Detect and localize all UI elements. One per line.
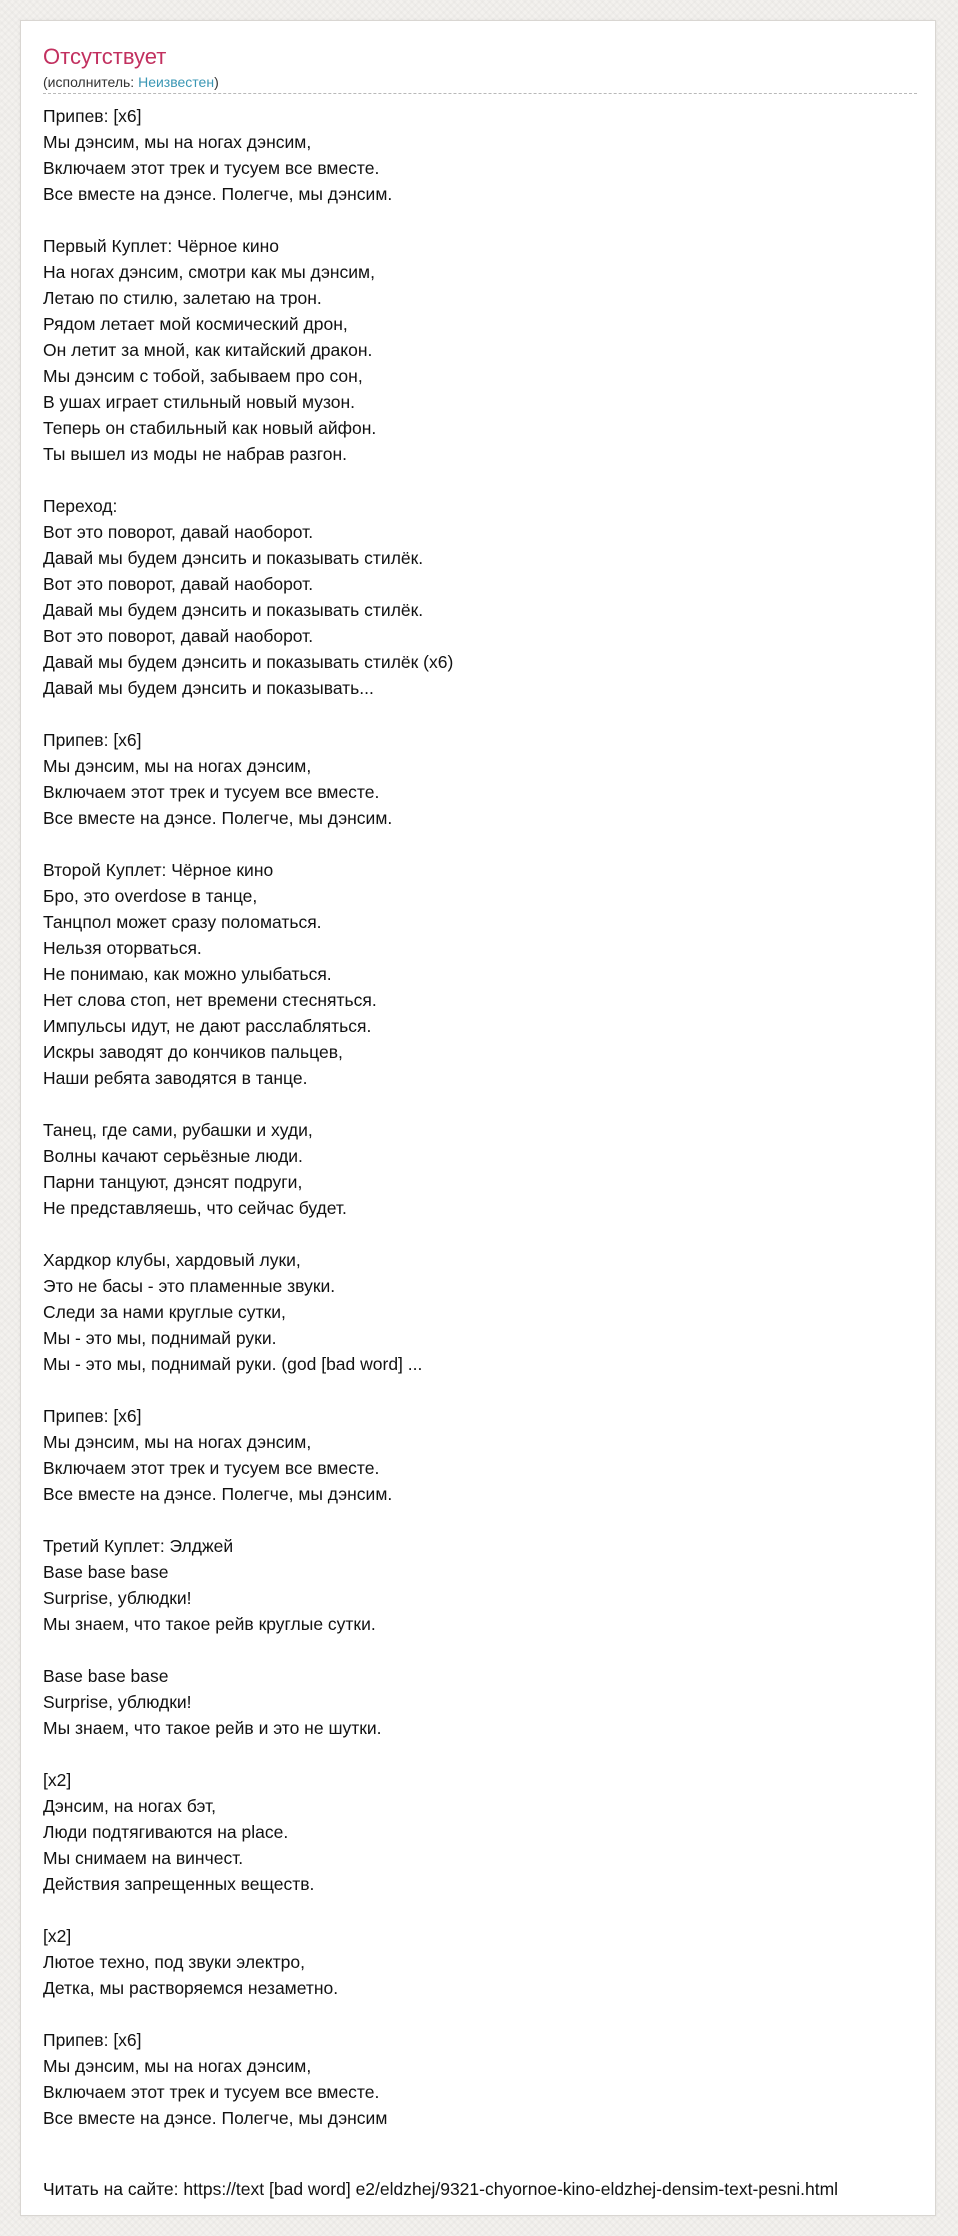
lyric-line: Base base base [43, 1666, 169, 1686]
artist-suffix: ) [214, 74, 219, 90]
lyric-line: Все вместе на дэнсе. Полегче, мы дэнсим [43, 2108, 388, 2128]
lyrics-card [20, 20, 936, 2216]
lyric-line [43, 207, 923, 233]
lyric-line: Импульсы идут, не дают расслабляться. [43, 1016, 372, 1036]
lyric-line: Припев: [x6] [43, 106, 142, 126]
lyric-line: [x2] [43, 1770, 72, 1790]
song-title: Отсутствует [43, 44, 167, 69]
lyric-line [43, 1377, 923, 1403]
lyric-line: Бро, это overdose в танце, [43, 886, 258, 906]
lyric-line: Мы знаем, что такое рейв круглые сутки. [43, 1614, 376, 1634]
lyric-line [43, 831, 923, 857]
lyric-line: Нельзя оторваться. [43, 938, 202, 958]
lyric-line: Давай мы будем дэнсить и показывать стилёк. [43, 600, 424, 620]
lyric-line: Люди подтягиваются на place. [43, 1822, 289, 1842]
artist-line [43, 73, 219, 91]
lyric-line: [x2] [43, 1926, 72, 1946]
lyric-line: Мы дэнсим, мы на ногах дэнсим, [43, 132, 312, 152]
lyric-line: Мы дэнсим, мы на ногах дэнсим, [43, 756, 312, 776]
lyric-line: Мы дэнсим, мы на ногах дэнсим, [43, 2056, 312, 2076]
lyric-line [43, 1507, 923, 1533]
lyric-line: Мы знаем, что такое рейв и это не шутки. [43, 1718, 382, 1738]
lyric-line: Все вместе на дэнсе. Полегче, мы дэнсим. [43, 1484, 393, 1504]
lyric-line: Первый Куплет: Чёрное кино [43, 236, 280, 256]
lyric-line [43, 467, 923, 493]
lyric-line: Припев: [x6] [43, 730, 142, 750]
lyric-line: Волны качают серьёзные люди. [43, 1146, 303, 1166]
lyric-line: Третий Куплет: Элджей [43, 1536, 234, 1556]
lyric-line: Следи за нами круглые сутки, [43, 1302, 286, 1322]
lyric-line: Хардкор клубы, хардовый луки, [43, 1250, 301, 1270]
lyric-line: На ногах дэнсим, смотри как мы дэнсим, [43, 262, 375, 282]
source-line: Читать на сайте: https://text [bad word] e2/eldzhej/9321-chyornoe-kino-eldzhej-densim-text-pesni.html [43, 2179, 839, 2199]
lyric-line: Лютое техно, под звуки электро, [43, 1952, 305, 1972]
lyric-line [43, 1741, 923, 1767]
lyric-line: Танец, где сами, рубашки и худи, [43, 1120, 313, 1140]
lyric-line: Ты вышел из моды не набрав разгон. [43, 444, 348, 464]
lyric-line: Вот это поворот, давай наоборот. [43, 626, 314, 646]
lyric-line: Мы дэнсим с тобой, забываем про сон, [43, 366, 363, 386]
lyric-line: Base base base [43, 1562, 169, 1582]
lyric-line: Не представляешь, что сейчас будет. [43, 1198, 347, 1218]
lyric-line: Это не басы - это пламенные звуки. [43, 1276, 336, 1296]
lyric-line: Мы снимаем на винчест. [43, 1848, 244, 1868]
lyric-line: Все вместе на дэнсе. Полегче, мы дэнсим. [43, 184, 393, 204]
lyric-line: Припев: [x6] [43, 2030, 142, 2050]
lyric-line: Искры заводят до кончиков пальцев, [43, 1042, 343, 1062]
lyric-line: Дэнсим, на ногах бэт, [43, 1796, 217, 1816]
lyric-line: Давай мы будем дэнсить и показывать стилёк (x6) [43, 652, 454, 672]
lyric-line: Нет слова стоп, нет времени стесняться. [43, 990, 377, 1010]
lyric-line: В ушах играет стильный новый музон. [43, 392, 356, 412]
lyric-line: Действия запрещенных веществ. [43, 1874, 315, 1894]
lyric-line [43, 1091, 923, 1117]
lyric-line: Парни танцуют, дэнсят подруги, [43, 1172, 303, 1192]
lyric-line: Surprise, ублюдки! [43, 1588, 192, 1608]
lyric-line: Переход: [43, 496, 118, 516]
lyric-line: Второй Куплет: Чёрное кино [43, 860, 274, 880]
lyric-line: Рядом летает мой космический дрон, [43, 314, 348, 334]
lyric-line: Наши ребята заводятся в танце. [43, 1068, 308, 1088]
lyric-line: Включаем этот трек и тусуем все вместе. [43, 782, 380, 802]
artist-prefix: (исполнитель: [43, 74, 139, 90]
lyric-line: Не понимаю, как можно улыбаться. [43, 964, 332, 984]
lyric-line: Детка, мы растворяемся незаметно. [43, 1978, 339, 1998]
lyric-line [43, 1221, 923, 1247]
lyric-line: Включаем этот трек и тусуем все вместе. [43, 2082, 380, 2102]
lyric-line [43, 701, 923, 727]
lyric-line [43, 1637, 923, 1663]
lyric-line: Surprise, ублюдки! [43, 1692, 192, 1712]
lyric-line: Включаем этот трек и тусуем все вместе. [43, 1458, 380, 1478]
lyric-line: Теперь он стабильный как новый айфон. [43, 418, 377, 438]
lyric-line: Давай мы будем дэнсить и показывать... [43, 678, 374, 698]
lyric-line [43, 2001, 923, 2027]
lyric-line: Мы - это мы, поднимай руки. (god [bad word] ... [43, 1354, 423, 1374]
lyric-line: Вот это поворот, давай наоборот. [43, 522, 314, 542]
lyric-line: Летаю по стилю, залетаю на трон. [43, 288, 322, 308]
lyric-line [43, 1897, 923, 1923]
lyric-line: Включаем этот трек и тусуем все вместе. [43, 158, 380, 178]
lyrics-text [43, 103, 923, 2131]
title-separator [43, 93, 917, 94]
lyric-line: Он летит за мной, как китайский дракон. [43, 340, 373, 360]
lyric-line: Все вместе на дэнсе. Полегче, мы дэнсим. [43, 808, 393, 828]
lyric-line: Давай мы будем дэнсить и показывать стилёк. [43, 548, 424, 568]
lyric-line: Припев: [x6] [43, 1406, 142, 1426]
lyric-line: Мы дэнсим, мы на ногах дэнсим, [43, 1432, 312, 1452]
lyric-line: Мы - это мы, поднимай руки. [43, 1328, 277, 1348]
lyric-line: Танцпол может сразу поломаться. [43, 912, 322, 932]
artist-link[interactable]: Неизвестен [138, 74, 215, 90]
lyric-line: Вот это поворот, давай наоборот. [43, 574, 314, 594]
